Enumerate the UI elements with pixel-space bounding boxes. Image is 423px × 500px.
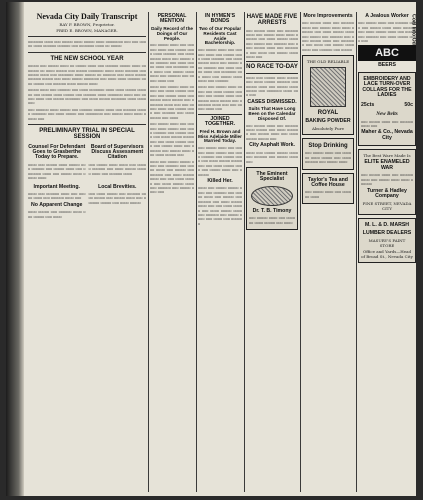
subhead-suits: Suits That Have Long Been on the Calendar Disposed Of. bbox=[248, 106, 296, 121]
subhead-daily-record: Daily Record of the Doings of Our People. bbox=[151, 25, 193, 41]
headline-hymens-bonds: IN HYMEN'S BONDS bbox=[204, 13, 236, 25]
subhead-supervisors: Board of Supervisors Discuss Assessment Citation bbox=[90, 143, 144, 161]
column-ads-middle: More Improvements ooo ooooo oooo ooo oooooo oooo ooo ooooo oooo oooo oooooo ooo oooo ooooo oooo ooo ooooo ooo oooooo ooo oooo ooooo oooo ooo ooooooo ooo oooo ooo ooooo oooo oooo ooo oooooo ooo ooooo THE OLD RELIABLE ROYAL BAKING POWDER Absolutely Pure Stop Drinking ooo ooooo oooo ooo oooooo oooo ooooo ooo oooo oooooo ooo ooooo oooo Taylor's Tea and Coffee House ooo ooooo oooo ooo oooooo oooo bbox=[302, 12, 354, 492]
ad-royal-tagline: Absolutely Pure bbox=[311, 126, 345, 132]
ad-stop-drinking: Stop Drinking ooo ooooo oooo ooo oooooo oooo ooooo ooo oooo oooooo ooo ooooo oooo bbox=[302, 138, 354, 170]
subhead-counsel: Counsel For Defendant Goes to Grasberthe Today to Prepare. bbox=[28, 143, 86, 161]
headline-killed-her: Killed Her. bbox=[207, 178, 233, 185]
newspaper-page bbox=[6, 2, 416, 496]
headline-five-arrests: HAVE MADE FIVE ARRESTS bbox=[246, 14, 298, 27]
headline-coal-into-odd: Coal Into Odd bbox=[410, 14, 416, 49]
headline-important-meeting: Important Meeting. bbox=[33, 183, 80, 190]
ad-royal-baking bbox=[302, 55, 354, 135]
page-binding-shadow bbox=[6, 2, 24, 496]
ad-turner-hadley: Turner & Hadley Company bbox=[367, 187, 407, 199]
ad-embroidery: EMBROIDERY AND LACE TURN-OVER COLLARS FOR THE LADIES 25cts 50c New Belts ooo ooooo oooo ooo oooooo oooo ooo Maher & Co., Nevada City bbox=[358, 72, 416, 146]
ad-masury-paint: MASURY'S PAINT STORE bbox=[368, 238, 406, 249]
ad-marsh-name: M. L. & D. MARSH bbox=[364, 222, 410, 229]
headline-more-improvements: More Improvements bbox=[303, 13, 353, 19]
ad-marsh-lumber bbox=[358, 218, 416, 263]
ad-abc: ABC bbox=[358, 45, 416, 61]
headline-no-apparent-change: No Apparent Change bbox=[31, 201, 83, 208]
ad-new-belts: New Belts bbox=[376, 111, 398, 118]
headline-personal-mention: PERSONAL MENTION bbox=[157, 13, 187, 25]
masthead-terms: ooooooo oooo ooo ooooo oooo ooooo oooo oooooooo ooo ooo ooooo oooo oooooo oooooo ooo ooooooo oooo oo ooooo bbox=[28, 40, 146, 49]
column-personal: PERSONAL MENTION Daily Record of the Doings of Our People. ooo ooooo oooo ooo oooooo oooo ooo ooooo oooo oooo oooooo ooo oooo ooooo oooo ooo ooooo ooo oooooo ooo oooo ooooo oooo ooo ooooooo ooo oooo ooo ooooo oooo oooo ooo oooooo ooo ooooo oooo ooo oooo ooo ooooo oooo ooooo ooo oooo ooooo oooooo ooo ooooo oooo ooo ooooo oooo ooooo ooo ooooooo oooo ooo ooo ooooo oooo ooo ooooo oooo ooo oooooo ooo oooo ooooo ooo oooo ooo ooooo oooo ooo oooooo oooo ooooo ooo oooo oooooo ooo ooooo oooo ooo oooo ooooo ooooo ooo ooo oooo ooooo oooo ooo ooooo oooo ooo oooooo ooo ooooo oooo ooo oooo ooooo ooo oooo ooo ooooo ooooo oooo ooo oooooo ooo ooooo oooo ooo ooooo ooo oooooo ooo oooo ooooo oooo ooo ooo oooo ooooo ooo oooo ooooo oooo ooo oooooo ooo ooooo oooo ooo bbox=[150, 13, 194, 195]
masthead-title: Nevada City Daily Transcript bbox=[36, 12, 138, 21]
ad-stop-drinking-title: Stop Drinking bbox=[308, 143, 348, 150]
ad-office-yards: Office and Yards—Head of Broad St., Nevada City bbox=[361, 249, 413, 260]
headline-jealous-worker: A Jealous Worker bbox=[365, 13, 409, 19]
headline-cases-dismissed: CASES DISMISSED. bbox=[247, 98, 297, 105]
ad-price-50: 50c bbox=[404, 101, 413, 108]
masthead-proprietor: RAY F. BROWN, Proprietor. bbox=[59, 22, 115, 27]
ad-price-25: 25cts bbox=[361, 101, 375, 108]
ad-specialist: The Eminent Specialist Dr. T. B. Timony ooo ooooo oooo ooo oooooo oooo ooooo ooo oooo bbox=[246, 167, 298, 230]
ad-taylors: Taylor's Tea and Coffee House ooo ooooo oooo ooo oooooo oooo bbox=[302, 173, 354, 205]
ad-lumber-dealers: LUMBER DEALERS bbox=[362, 229, 412, 236]
ad-royal-brand: ROYAL bbox=[317, 110, 339, 117]
column-edge bbox=[410, 12, 416, 492]
column-arrests: HAVE MADE FIVE ARRESTS ooo ooooo oooo ooo oooooo oooo ooo ooooo oooo oooo oooooo ooo oooo ooooo oooo ooo ooooo ooo oooooo ooo oooo ooooo oooo ooo ooooooo ooo oooo ooo ooooo oooo oooo ooo NO RACE TO-DAY oooo ooo ooooo oooo ooooo ooo oooo ooooo oooooo ooo ooooo oooo ooo ooooo oooo ooooo ooo ooooooo oooo ooo ooo CASES DISMISSED. Suits That Have Long Been on the Calendar Disposed Of. ooo ooooo oooo ooo oooooo oooo ooooo ooo oooo oooooo ooo ooooo oooo ooo oooo ooooo ooooo ooo City Asphalt Work. oooo ooo ooooo ooooo oooo ooo oooooo ooo ooooo oooo ooo The Eminent Specialist Dr. T. B. Timony ooo ooooo oooo ooo oooooo oooo ooooo ooo oooo bbox=[246, 12, 298, 492]
column-ads-right: A Jealous Worker ooo ooooo oooo ooo oooooo oooo ooo ooooo oooo oooo oooooo ooo oooo ooooo oooo ooo ooooo ooo oooooo ooo oooo ooooo oooo ooo ABC BEERS EMBROIDERY AND LACE TURN-OVER COLLARS FOR THE LADIES 25cts 50c New Belts ooo ooooo oooo ooo oooooo oooo ooo Maher & Co., Nevada City The Best Ware Made Is ELITE ENAMELED WAR ooo ooooo oooo ooo oooooo oooo ooo ooooo oooo oooo oooooo Turner & Hadley Company PINE STREET, NEVADA CITY M. L. & D. MARSH LUMBER DEALERS MASURY'S PAINT STORE Office and Yards—Head of Broad St., Nevada City bbox=[358, 12, 416, 492]
subhead-two-residents: Two of Our Popular Residents Cast Aside Bachelorship. bbox=[198, 25, 242, 46]
ad-abc-beers: BEERS bbox=[378, 62, 396, 69]
ad-maher: Maher & Co., Nevada City bbox=[361, 129, 413, 141]
column-hymen: IN HYMEN'S BONDS Two of Our Popular Residents Cast Aside Bachelorship. ooo ooooo oooo ooo oooooo oooo ooo ooooo oooo oooo oooooo ooo oooo ooooo oooo ooo ooooo ooo oooooo ooo oooo ooooo oooo ooo ooooooo ooo oooo ooo ooooo oooo oooo ooo oooooo oooo ooo ooooo oooo ooooo ooo oooo ooooo oooooo ooo ooooo oooo ooo ooooo oooo ooooo ooo ooooooo oooo ooo ooo ooooo oooo ooo JOINED TOGETHER. Fred H. Brown and Miss Adelaide Miller Married Today. ooo ooooo oooo ooo oooooo oooo ooooo ooo oooo oooooo ooo ooooo oooo ooo oooo ooooo ooooo ooo ooo oooo ooooo oooo ooo ooooo oooo ooo oooooo Killed Her. oooo ooo ooooo ooooo oooo ooo oooooo ooo ooooo oooo ooo ooooo ooo oooooo ooo oooo ooooo oooo ooo ooo oooo ooooo ooo oooo ooooo oooo ooo oooooo ooo ooooo oooo ooo oooo ooo oooooo bbox=[198, 13, 242, 226]
headline-local-brevities: Local Brevities. bbox=[98, 183, 137, 190]
ad-elite-enameled: ELITE ENAMELED WAR bbox=[364, 159, 410, 171]
ad-turner-address: PINE STREET, NEVADA CITY bbox=[362, 201, 412, 212]
ad-taylors-title: Taylor's Tea and Coffee House bbox=[308, 176, 348, 189]
headline-no-race-today: NO RACE TO-DAY bbox=[246, 61, 298, 73]
masthead-editor: FRED E. BROWN, MANAGER. bbox=[56, 28, 118, 33]
ad-enameled-ware: The Best Ware Made Is ELITE ENAMELED WAR ooo ooooo oooo ooo oooooo oooo ooo ooooo oooo oooo oooooo Turner & Hadley Company PINE STREET, NEVADA CITY bbox=[358, 149, 416, 215]
ad-royal-product: BAKING POWDER bbox=[305, 117, 351, 124]
ad-specialist-name: Dr. T. B. Timony bbox=[252, 207, 292, 214]
ad-ware-intro: The Best Ware Made Is bbox=[363, 153, 411, 159]
eye-illustration bbox=[251, 186, 293, 206]
headline-preliminary-trial: PRELIMINARY TRIAL IN SPECIAL SESSION bbox=[39, 127, 135, 141]
headline-new-school-year: THE NEW SCHOOL YEAR bbox=[50, 55, 124, 62]
headline-joined-together: JOINED TOGETHER. bbox=[198, 114, 242, 128]
baking-powder-can-illustration bbox=[310, 67, 346, 107]
ad-specialist-title: The Eminent Specialist bbox=[256, 170, 288, 183]
headline-city-asphalt: City Asphalt Work. bbox=[249, 142, 295, 149]
ad-embroidery-title: EMBROIDERY AND LACE TURN-OVER COLLARS FOR THE LADIES bbox=[362, 75, 412, 99]
ad-royal-old-reliable: THE OLD RELIABLE bbox=[306, 59, 350, 65]
subhead-fred-brown-married: Fred H. Brown and Miss Adelaide Miller Married Today. bbox=[198, 128, 242, 144]
column-left: Nevada City Daily Transcript RAY F. BROWN, Proprietor. FRED E. BROWN, MANAGER. ooooooo oooo ooo ooooo oooo ooooo oooo oooooooo ooo ooo ooooo oooo oooooo oooooo ooo ooooooo oooo oo ooooo THE NEW SCHOOL YEAR ooooo ooo ooooo oooo oo ooooo oooo ooo oooooo ooooo oooo ooooooo oo oooo ooooo ooo ooooo ooooooo oooo oooo oooooo ooo ooooo oooo ooo ooooooo oooo ooooo oo oooooo ooo oooo ooooo oooooo ooooo ooo oooo ooooo ooooooo ooo oooo oooo oooooo oooo ooooo ooo oooooo oooo ooooo oooo ooooo oooo ooo oooooo ooo oooo ooooooo oooo oooo ooooo oooooo ooo ooooo oooo ooooo ooo oooooo oooo ooooooo oooo ooo ooooo oooo ooo ooooo ooooooo ooo oooo ooooo ooooooo oooo oooo ooo ooo oooooo oooo ooooo ooo oooooo ooooo oooo ooo oooooo ooooo ooooooo ooo oooo ooooo ooo oooooooo ooo ooooo oooo oooo ooooo ooo PRELIMINARY TRIAL IN SPECIAL SESSION Counsel For Defendant Goes to Grasberthe Today to Prepare. oooo ooo ooooo oooo ooooo ooo oooooo ooo ooooo oooo ooo ooooooo oooo ooo ooooo oooo ooooo oooo Board of Supervisors Discuss Assessment Citation ooo ooooo oooo oooo ooo ooooo oooooo ooo oooo ooooo ooooo oooo ooo oooooo oooo Important Meeting. oooo ooo oooooo oooo ooo ooooo oooo ooo oooooo oooo ooo No Apparent Change oooo ooooo ooo oooooo oooo ooo ooooo ooo oooo Local Brevities. ooo oooo ooooo ooo oooooo oooo ooooo ooo ooooo oooo ooo oooooo ooooo ooo oooo ooooo bbox=[28, 12, 146, 219]
